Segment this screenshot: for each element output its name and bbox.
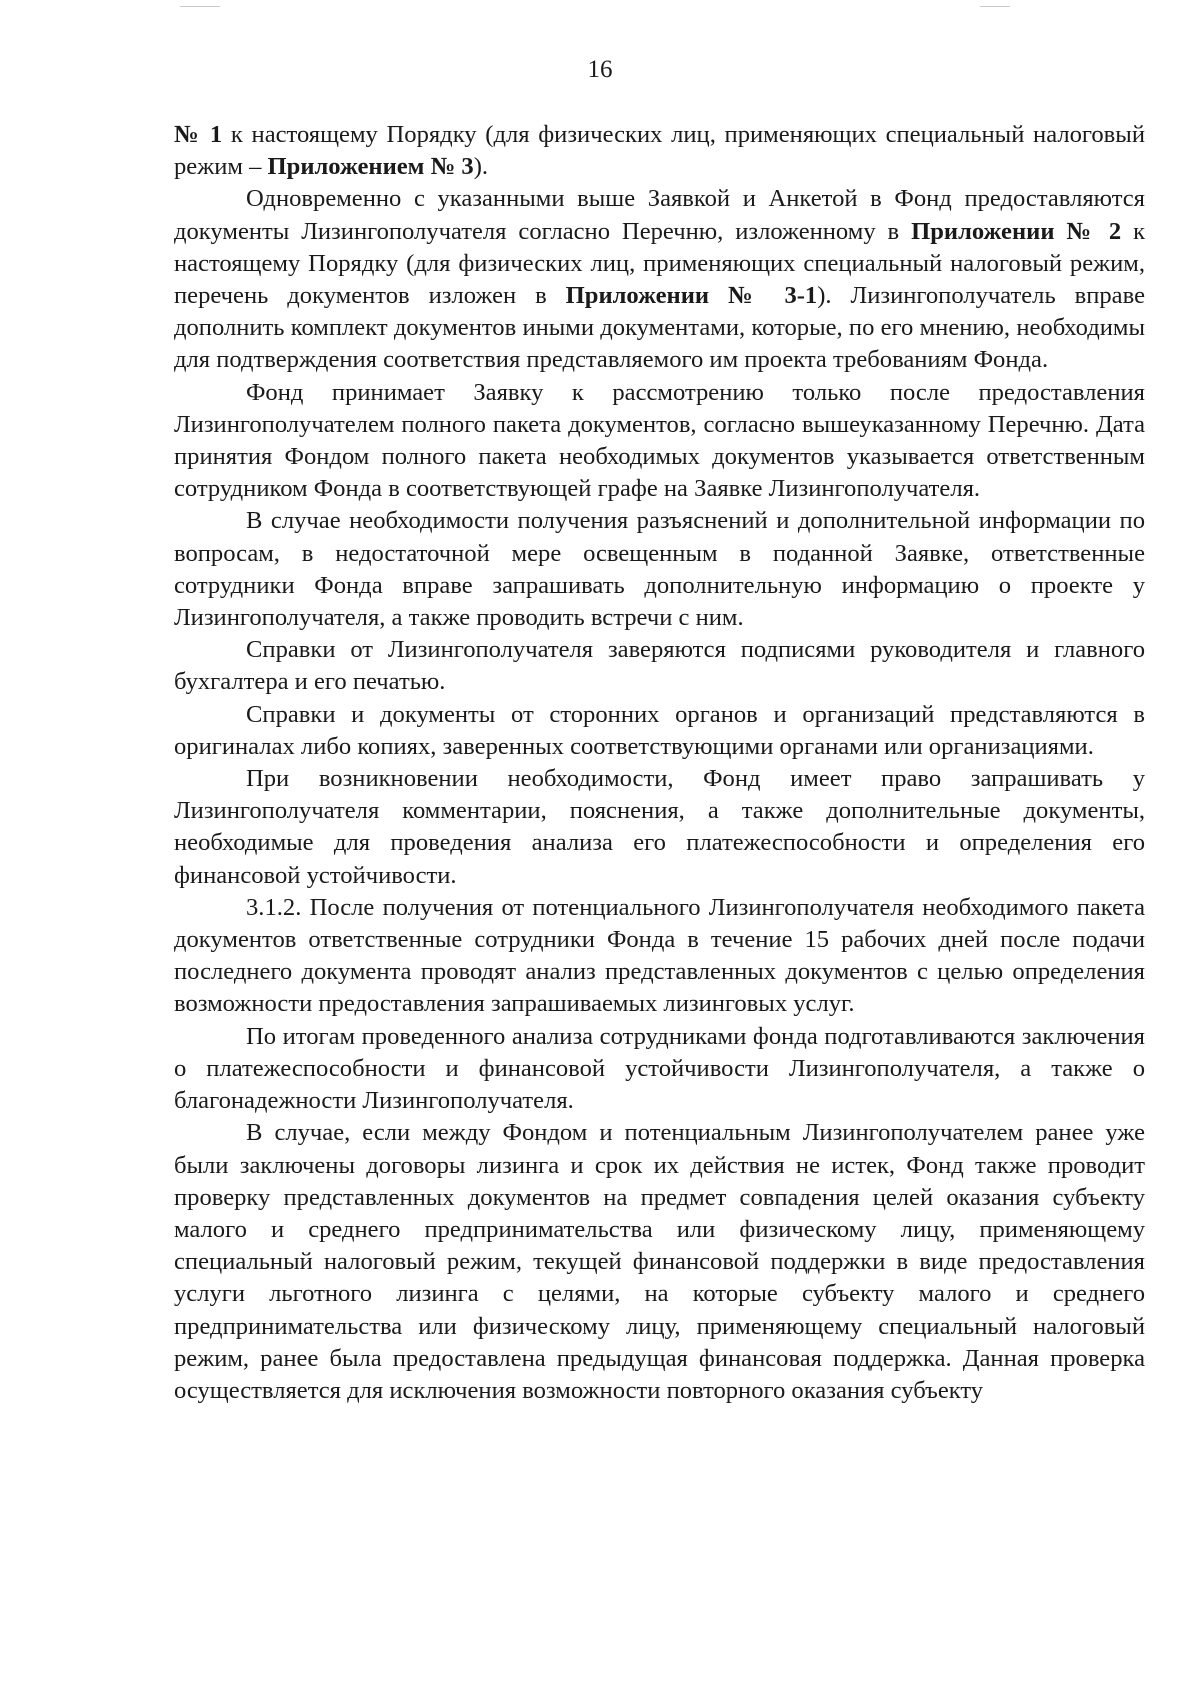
- paragraph-text: Фонд принимает Заявку к рассмотрению только после предоставления Лизингополучателем полного пакета документов, согласно вышеуказанному Перечню. Дата принятия Фондом полного пакета необходимых документов указывается ответственным сотрудником Фонда в соответствующей графе на Заявке Лизингополучателя.: [174, 378, 1145, 503]
- paragraph-text: ).: [473, 153, 489, 181]
- paragraph: [174, 1021, 1145, 1118]
- paragraph-text: к настоящему Порядку (для физических лиц, применяющих специальный налоговый режим, перечень документов изложен в: [174, 217, 1146, 310]
- paragraph: [174, 763, 1145, 892]
- scan-artifact: [980, 6, 1010, 7]
- paragraph: [174, 634, 1145, 698]
- paragraph-text: При возникновении необходимости, Фонд имеет право запрашивать у Лизингополучателя комментарии, пояснения, а также дополнительные документы, необходимые для проведения анализа его платежеспособности и определения его финансовой устойчивости.: [174, 765, 1145, 889]
- paragraph-text: к настоящему Порядку (для физических лиц, применяющих специальный налоговый режим –: [174, 121, 1145, 181]
- bold-reference: Приложением № 3: [267, 153, 474, 181]
- paragraph-text: Одновременно с указанными выше Заявкой и Анкетой в Фонд предоставляются документы Лизингополучателя согласно Перечню, изложенному в: [174, 185, 1145, 245]
- paragraph-text: Справки и документы от сторонних органов и организаций представляются в оригиналах либо копиях, заверенных соответствующими органами или организациями.: [174, 700, 1145, 760]
- paragraph: [174, 119, 1145, 183]
- paragraph: [174, 892, 1145, 1021]
- paragraph: [174, 699, 1145, 763]
- scan-artifact: [180, 6, 220, 7]
- page-number: 16: [587, 56, 613, 83]
- paragraph-text: Справки от Лизингополучателя заверяются подписями руководителя и главного бухгалтера и его печатью.: [174, 636, 1145, 696]
- body-text: [174, 119, 1145, 1407]
- paragraph: [174, 1117, 1145, 1407]
- paragraph-text: В случае, если между Фондом и потенциальным Лизингополучателем ранее уже были заключены договоры лизинга и срок их действия не истек, Фонд также проводит проверку представленных документов на предмет совпадения целей оказания субъекту малого и среднего предпринимательства или физическому лицу, применяющему специальный налоговый режим, текущей финансовой поддержки в виде предоставления услуги льготного лизинга с целями, на которые субъекту малого и среднего предпринимательства или физическому лицу, применяющему специальный налоговый режим, ранее была предоставлена предыдущая финансовая поддержка. Данная проверка осуществляется для исключения возможности повторного оказания субъекту: [174, 1119, 1145, 1404]
- paragraph: [174, 377, 1145, 506]
- paragraph: [174, 505, 1145, 634]
- bold-reference: Приложении № 3-1: [565, 282, 818, 310]
- paragraph: [174, 183, 1145, 376]
- paragraph-text: По итогам проведенного анализа сотрудниками фонда подготавливаются заключения о платежеспособности и финансовой устойчивости Лизингополучателя, а также о благонадежности Лизингополучателя.: [174, 1022, 1145, 1115]
- paragraph-text: В случае необходимости получения разъяснений и дополнительной информации по вопросам, в недостаточной мере освещенным в поданной Заявке, ответственные сотрудники Фонда вправе запрашивать дополнительную информацию о проекте у Лизингополучателя, а также проводить встречи с ним.: [174, 507, 1145, 632]
- bold-reference: Приложении № 2: [911, 217, 1122, 245]
- bold-reference: № 1: [174, 121, 223, 148]
- paragraph-text: ). Лизингополучатель вправе дополнить комплект документов иными документами, которые, по его мнению, необходимы для подтверждения соответствия представляемого им проекта требованиям Фонда.: [174, 282, 1145, 374]
- paragraph-text: 3.1.2. После получения от потенциального Лизингополучателя необходимого пакета документов ответственные сотрудники Фонда в течение 15 рабочих дней после подачи последнего документа проводят анализ представленных документов с целью определения возможности предоставления запрашиваемых лизинговых услуг.: [174, 893, 1145, 1018]
